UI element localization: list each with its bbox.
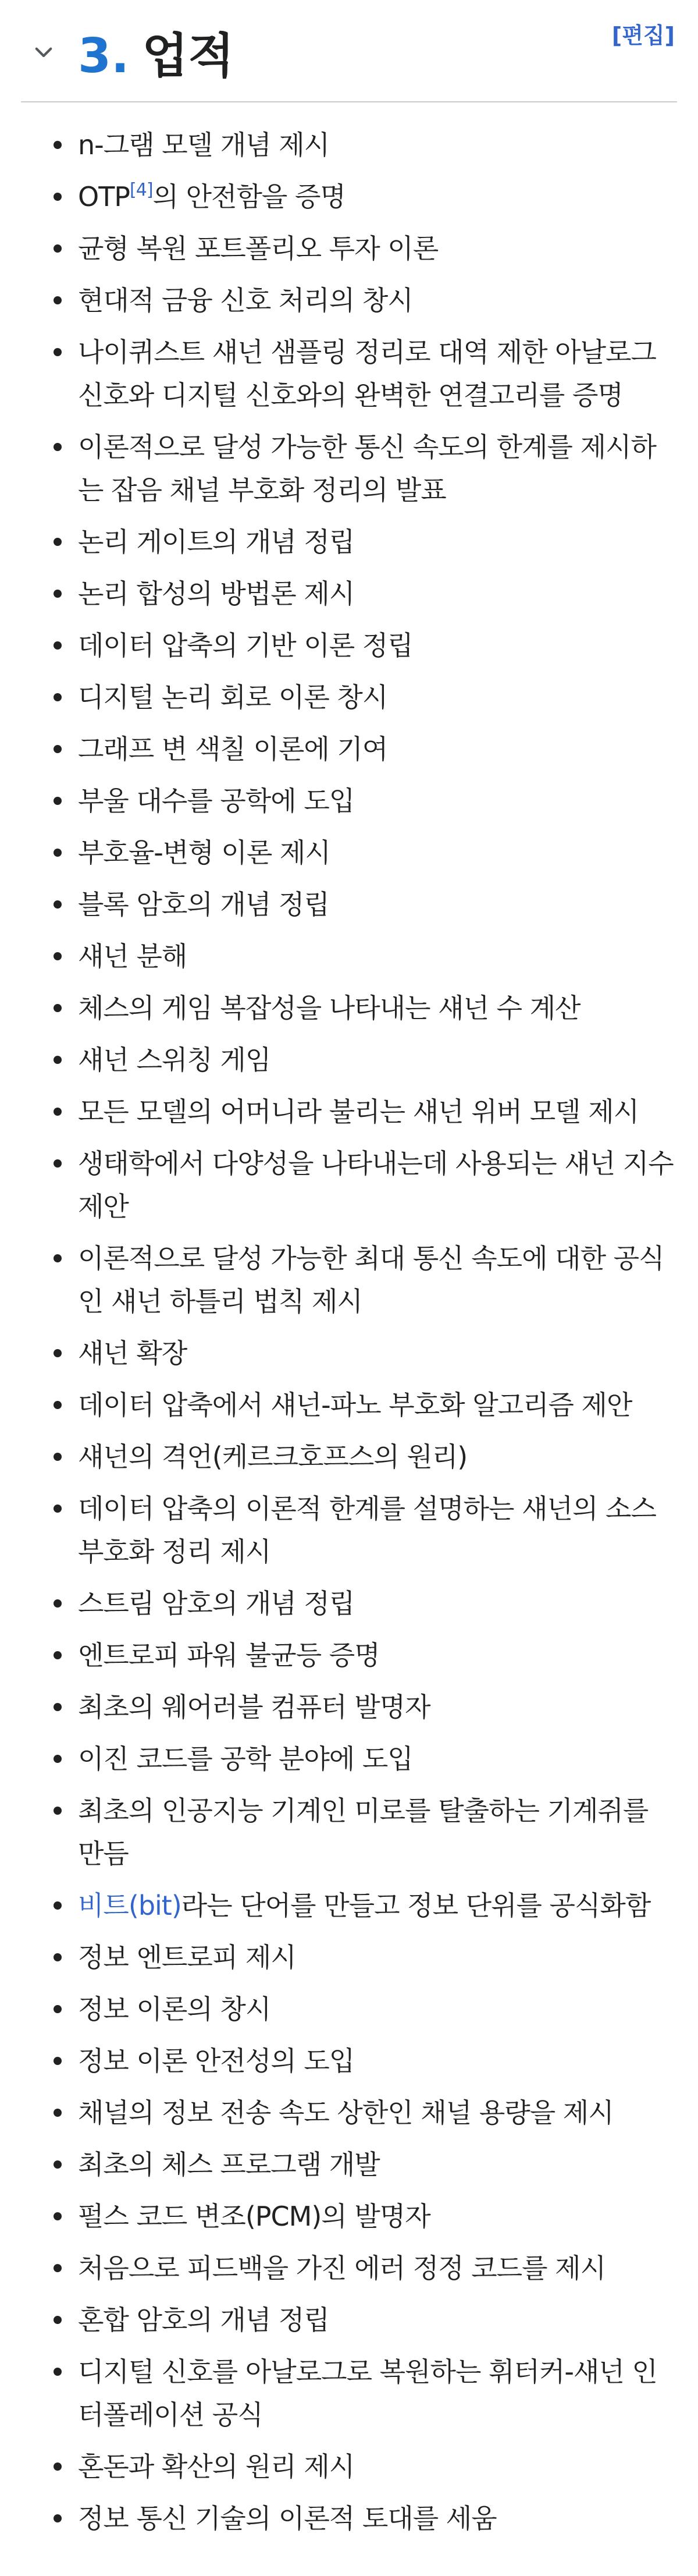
list-item — [0, 1686, 698, 1729]
list-item-text: 섀넌 스위칭 게임 — [78, 1044, 271, 1076]
list-item-text: 섀넌 확장 — [78, 1337, 187, 1369]
list-item — [0, 779, 698, 822]
list-item-text: 처음으로 피드백을 가진 에러 정정 코드를 제시 — [78, 2252, 606, 2284]
list-item — [0, 2143, 698, 2186]
section-divider — [21, 101, 677, 102]
section-header — [0, 0, 698, 102]
list-item — [0, 2298, 698, 2341]
list-item — [0, 1142, 698, 1228]
list-item-text: 정보 엔트로피 제시 — [78, 1942, 296, 1973]
list-item — [0, 227, 698, 270]
list-item — [0, 2247, 698, 2290]
list-item-text: 디지털 신호를 아날로그로 복원하는 휘터커-섀넌 인터폴레이션 공식 — [78, 2356, 657, 2430]
list-item-text: 이진 코드를 공학 분야에 도입 — [78, 1743, 413, 1775]
citation-link[interactable]: [4] — [130, 180, 153, 200]
list-item-text: 최초의 웨어러블 컴퓨터 발명자 — [78, 1691, 430, 1723]
list-item — [0, 831, 698, 874]
list-item — [0, 279, 698, 322]
list-item-text: 균형 복원 포트폴리오 투자 이론 — [78, 233, 439, 264]
list-item — [0, 520, 698, 563]
list-item — [0, 1487, 698, 1573]
list-item-text: 채널의 정보 전송 속도 상한인 채널 용량을 제시 — [78, 2097, 614, 2128]
list-item-text: 이론적으로 달성 가능한 통신 속도의 한계를 제시하는 잡음 채널 부호화 정리의 발표 — [78, 431, 656, 506]
list-item-text: 섀넌의 격언(케르크호프스의 원리) — [78, 1441, 468, 1472]
list-item — [0, 175, 698, 218]
citation-reference — [130, 180, 153, 200]
list-item — [0, 331, 698, 417]
list-item — [0, 624, 698, 667]
list-item — [0, 935, 698, 978]
list-item — [0, 1383, 698, 1427]
list-item-text: 의 안전함을 증명 — [152, 181, 346, 212]
list-item — [0, 1988, 698, 2031]
list-item — [0, 883, 698, 926]
list-item-text: 데이터 압축의 이론적 한계를 설명하는 섀넌의 소스 부호화 정리 제시 — [78, 1493, 656, 1567]
list-item-text: 라는 단어를 만들고 정보 단위를 공식화함 — [181, 1890, 651, 1921]
list-item — [0, 123, 698, 166]
list-item-text: 혼돈과 확산의 원리 제시 — [78, 2451, 355, 2482]
list-item-text: 혼합 암호의 개념 정립 — [78, 2304, 329, 2336]
list-item-text: 정보 이론 안전성의 도입 — [78, 2045, 355, 2077]
list-item-text: 데이터 압축의 기반 이론 정립 — [78, 630, 413, 661]
section-number: 3. — [78, 29, 130, 84]
list-item — [0, 425, 698, 512]
list-item-text: 논리 합성의 방법론 제시 — [78, 578, 355, 609]
list-item — [0, 1038, 698, 1081]
list-item — [0, 728, 698, 771]
list-item — [0, 2091, 698, 2134]
list-item-text: 나이퀴스트 섀넌 샘플링 정리로 대역 제한 아날로그 신호와 디지털 신호와의 완벽한 연결고리를 증명 — [78, 336, 656, 411]
list-item-text: 생태학에서 다양성을 나타내는데 사용되는 섀넌 지수 제안 — [78, 1148, 674, 1222]
list-item-text: 최초의 체스 프로그램 개발 — [78, 2149, 380, 2180]
list-item — [0, 676, 698, 719]
list-item — [0, 1789, 698, 1875]
list-item — [0, 2195, 698, 2238]
list-item — [0, 1737, 698, 1780]
list-item — [0, 987, 698, 1030]
list-item — [0, 1237, 698, 1323]
section-heading — [78, 24, 234, 88]
list-item-text: 현대적 금융 신호 처리의 창시 — [78, 285, 413, 316]
list-item — [0, 572, 698, 615]
list-item — [0, 1936, 698, 1979]
list-item-text: 정보 통신 기술의 이론적 토대를 세움 — [78, 2503, 497, 2534]
list-item-text: 체스의 게임 복잡성을 나타내는 섀넌 수 계산 — [78, 992, 581, 1024]
list-item — [0, 1884, 698, 1927]
achievements-list — [0, 123, 698, 2549]
list-item-text: 디지털 논리 회로 이론 창시 — [78, 682, 388, 713]
list-item-text: 부호율-변형 이론 제시 — [78, 837, 330, 868]
list-item — [0, 2350, 698, 2436]
list-item — [0, 1090, 698, 1133]
list-item — [0, 2497, 698, 2540]
list-item-text: 블록 암호의 개념 정립 — [78, 889, 329, 920]
list-item — [0, 2039, 698, 2082]
list-item-text: OTP — [78, 181, 130, 212]
list-item — [0, 1634, 698, 1677]
section-title: 업적 — [142, 29, 234, 84]
list-item-text: 섀넌 분해 — [78, 941, 187, 972]
list-item-text: 논리 게이트의 개념 정립 — [78, 526, 355, 558]
list-item-text: 엔트로피 파워 불균등 증명 — [78, 1640, 380, 1671]
list-item — [0, 2445, 698, 2488]
list-item-text: 이론적으로 달성 가능한 최대 통신 속도에 대한 공식인 섀넌 하틀리 법칙 제시 — [78, 1243, 664, 1317]
bit-article-link[interactable]: 비트(bit) — [78, 1890, 181, 1921]
edit-section-link[interactable]: [편집] — [611, 23, 675, 48]
list-item-text: n-그램 모델 개념 제시 — [78, 129, 330, 161]
list-item-text: 모든 모델의 어머니라 불리는 섀넌 위버 모델 제시 — [78, 1096, 639, 1127]
list-item-text: 최초의 인공지능 기계인 미로를 탈출하는 기계쥐를 만듬 — [78, 1795, 649, 1869]
list-item — [0, 1435, 698, 1478]
list-item-text: 펄스 코드 변조(PCM)의 발명자 — [78, 2201, 430, 2232]
list-item — [0, 1582, 698, 1625]
list-item-text: 정보 이론의 창시 — [78, 1993, 271, 2025]
list-item-text: 부울 대수를 공학에 도입 — [78, 785, 355, 817]
list-item — [0, 1332, 698, 1375]
list-item-text: 스트림 암호의 개념 정립 — [78, 1588, 355, 1619]
list-item-text: 데이터 압축에서 섀넌-파노 부호화 알고리즘 제안 — [78, 1389, 632, 1421]
list-item-text: 그래프 변 색칠 이론에 기여 — [78, 733, 388, 765]
chevron-down-icon[interactable] — [29, 37, 58, 66]
